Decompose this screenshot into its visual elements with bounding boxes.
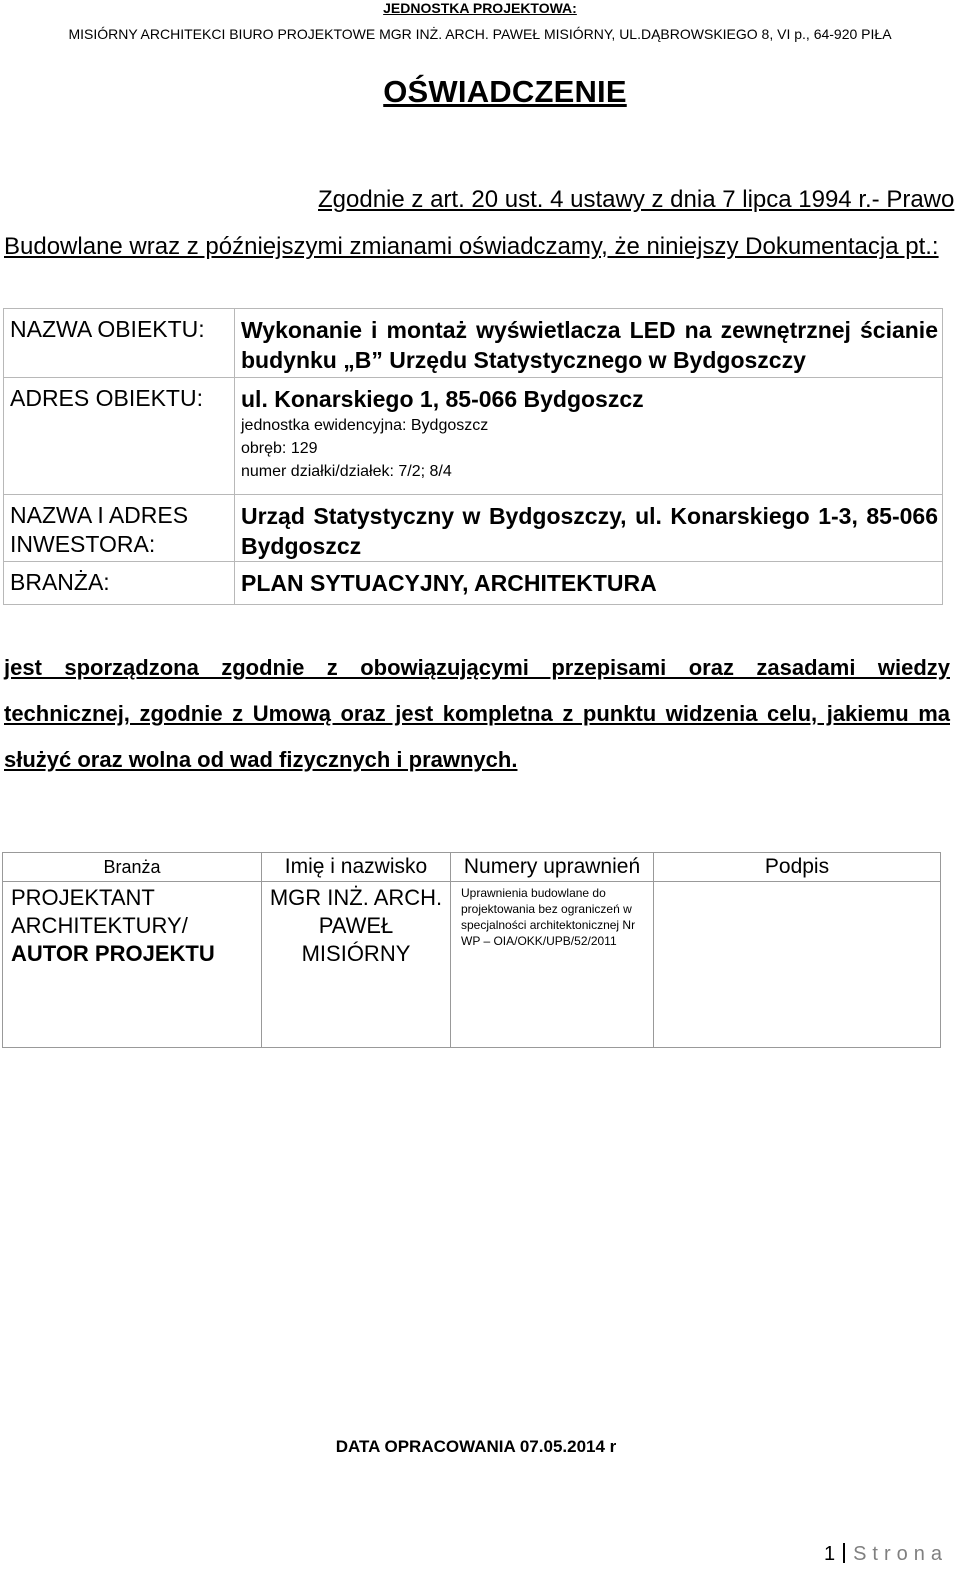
registry-unit: jednostka ewidencyjna: Bydgoszcz [241, 417, 489, 434]
name-line-1: MGR INŻ. ARCH. [269, 885, 443, 910]
investor-value: Urząd Statystyczny w Bydgoszczy, ul. Konarskiego 1-3, 85-066 Bydgoszcz [241, 503, 938, 559]
role-line-3: AUTOR PROJEKTU [11, 941, 215, 966]
date-line: DATA OPRACOWANIA 07.05.2014 r [335, 1437, 617, 1456]
document-title: OŚWIADCZENIE [383, 74, 627, 109]
object-name-row [4, 309, 943, 378]
branch-label: BRANŻA: [4, 562, 235, 605]
signature-row [3, 882, 941, 1048]
intro-line-1: Zgodnie z art. 20 ust. 4 ustawy z dnia 7 lipca 1994 r.- Prawo [318, 186, 955, 213]
parcels: numer działki/działek: 7/2; 8/4 [241, 463, 452, 480]
object-name-label: NAZWA OBIEKTU: [4, 309, 235, 378]
name-line-2: PAWEŁ [318, 913, 394, 938]
role-line-1: PROJEKTANT [11, 885, 155, 910]
signature-cell [654, 882, 941, 1048]
header-license: Numery uprawnień [451, 853, 654, 882]
signature-header-row [3, 853, 941, 882]
branch-row [4, 562, 943, 605]
page-footer [824, 1543, 948, 1566]
object-address-value: ul. Konarskiego 1, 85-066 Bydgoszcz [241, 386, 644, 412]
name-cell [262, 882, 451, 1048]
license-cell: Uprawnienia budowlane do projektowania bez ograniczeń w specjalności architektonicznej Nr WP – OIA/OKK/UPB/52/2011 [451, 882, 654, 1048]
intro-line-2: Budowlane wraz z późniejszymi zmianami oświadczamy, że niniejszy Dokumentacja pt.: [4, 233, 939, 260]
object-address-row [4, 378, 943, 495]
header-unit-label: JEDNOSTKA PROJEKTOWA: [383, 0, 577, 16]
investor-label: NAZWA I ADRES INWESTORA: [4, 495, 235, 562]
role-cell [3, 882, 262, 1048]
investor-row [4, 495, 943, 562]
header-name: Imię i nazwisko [262, 853, 451, 882]
object-address-label: ADRES OBIEKTU: [4, 378, 235, 495]
footer-separator [843, 1543, 845, 1563]
page-number: 1 [823, 1543, 836, 1565]
signature-table [2, 852, 941, 1048]
object-address-cell [235, 378, 943, 495]
header-signature: Podpis [654, 853, 941, 882]
role-line-2: ARCHITEKTURY/ [11, 913, 188, 938]
header-unit-address: MISIÓRNY ARCHITEKCI BIURO PROJEKTOWE MGR INŻ. ARCH. PAWEŁ MISIÓRNY, UL.DĄBROWSKIEGO 8, VI p., 64-920 PIŁA [68, 26, 892, 42]
investor-cell [235, 495, 943, 562]
object-name-cell [235, 309, 943, 378]
object-info-table [3, 308, 943, 605]
header-branch: Branża [3, 853, 262, 882]
precinct: obręb: 129 [241, 440, 318, 457]
page-word: Strona [853, 1543, 948, 1565]
statement-text: jest sporządzona zgodnie z obowiązującymi przepisami oraz zasadami wiedzy technicznej, zgodnie z Umową oraz jest kompletna z punktu widzenia celu, jakiemu ma służyć oraz wolna od wad fizycznych i prawnych. [4, 655, 950, 772]
object-name-value: Wykonanie i montaż wyświetlacza LED na zewnętrznej ścianie budynku „B” Urzędu Statystycznego w Bydgoszczy [241, 317, 938, 373]
name-line-3: MISIÓRNY [301, 941, 411, 966]
branch-cell [235, 562, 943, 605]
branch-value: PLAN SYTUACYJNY, ARCHITEKTURA [241, 570, 657, 596]
